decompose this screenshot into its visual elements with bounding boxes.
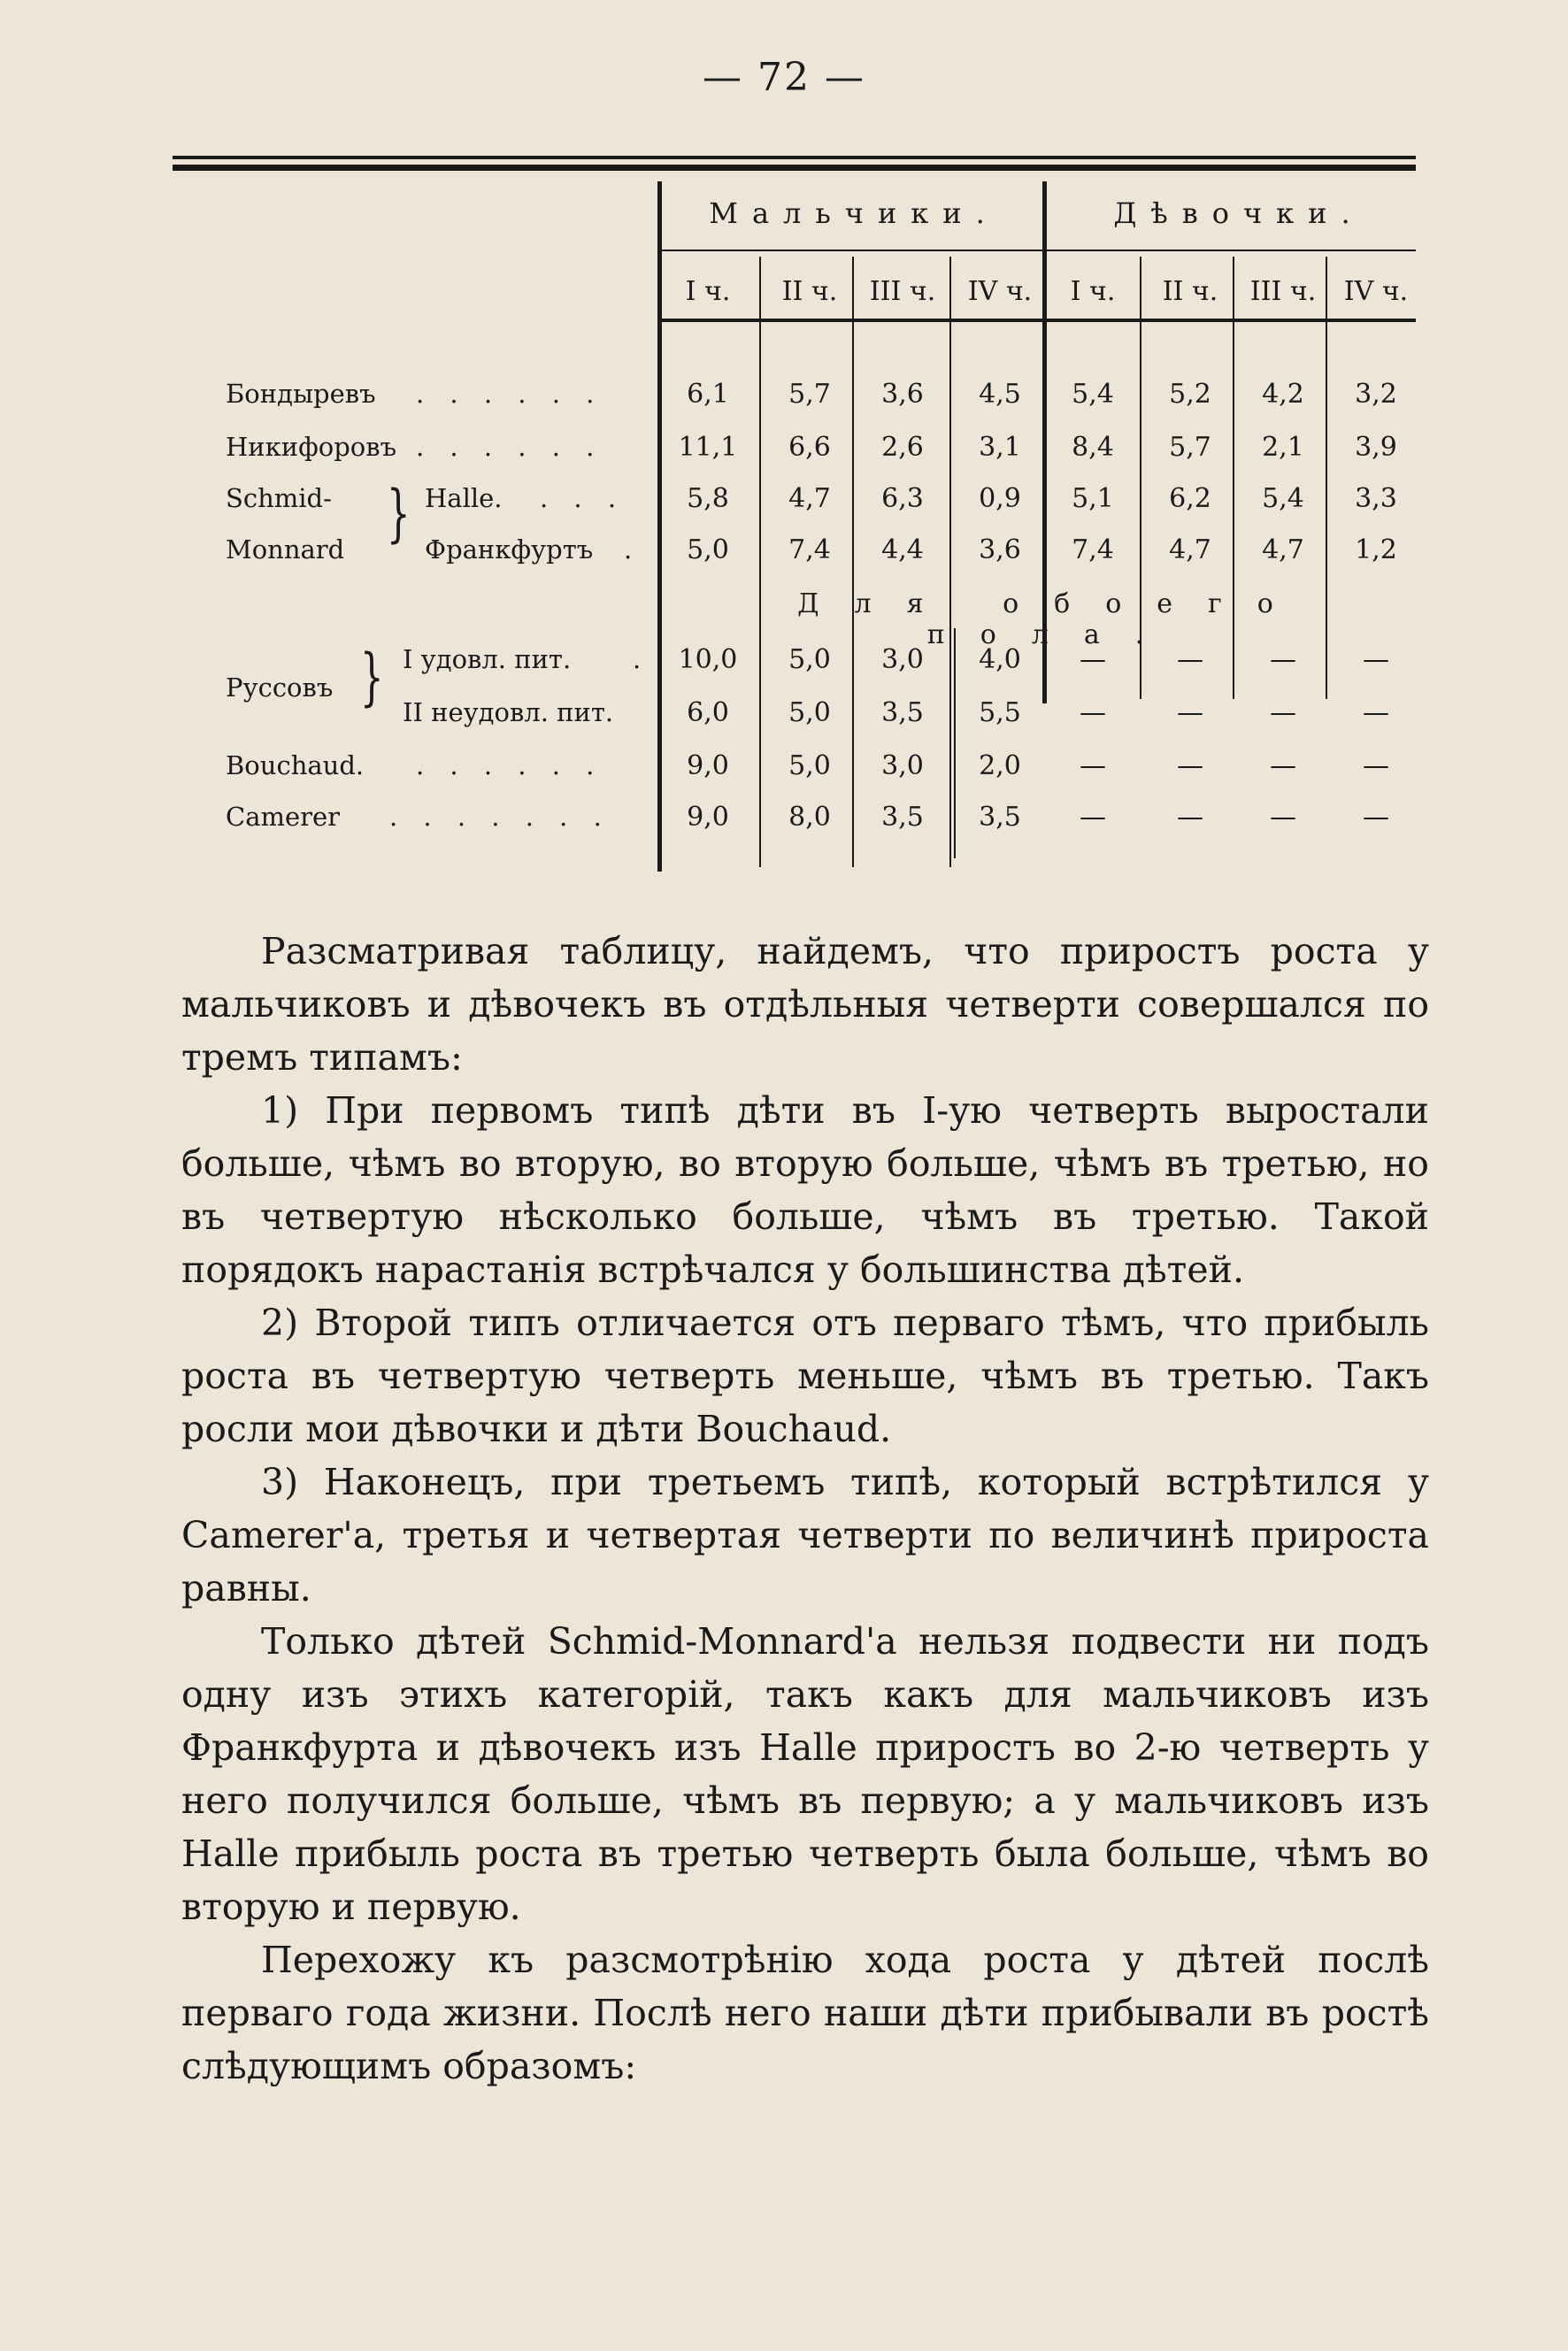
table-cell: 0,9: [979, 483, 1021, 514]
quarter-header: I ч.: [685, 276, 731, 307]
group-head-boys: Мальчики.: [709, 196, 999, 230]
row-label: II неудовл. пит.: [403, 697, 614, 727]
row-leaders: .: [633, 644, 650, 674]
quarter-header: III ч.: [869, 276, 936, 307]
table-cell: —: [1363, 802, 1389, 833]
table-cell: 6,0: [687, 697, 729, 728]
quarter-header: II ч.: [781, 276, 838, 307]
top-rule-thin: [173, 156, 1416, 159]
table-cell: —: [1080, 802, 1106, 833]
table-cell: 2,0: [979, 750, 1021, 781]
table-cell: —: [1363, 697, 1389, 728]
group-head-rule: [659, 250, 1416, 251]
table-cell: 5,0: [687, 534, 729, 565]
paragraph: Только дѣтей Schmid-Monnard'а нельзя подвести ни подъ одну изъ этихъ категорій, такъ какъ для мальчиковъ изъ Франкфурта и дѣвочекъ изъ Halle приростъ во 2-ю четверть у него получился больше, чѣмъ въ первую; а у мальчиковъ изъ Halle прибыль роста въ третью четверть была больше, чѣмъ во вторую и первую.: [181, 1620, 1429, 1928]
quarter-header: IV ч.: [1343, 276, 1409, 307]
paragraph: 3) Наконецъ, при третьемъ типѣ, который встрѣтился у Camerer'а, третья и четвертая четверти по величинѣ прироста равны.: [181, 1461, 1429, 1610]
row-leaders: . . .: [540, 483, 626, 513]
table-cell: 3,6: [979, 534, 1021, 565]
table-cell: —: [1270, 750, 1296, 781]
table-cell: 6,3: [881, 483, 924, 514]
row-label: Bouchaud.: [226, 750, 365, 780]
table-cell: 9,0: [687, 802, 729, 833]
table-cell: 5,0: [788, 697, 831, 728]
group-head-girls: Дѣвочки.: [1113, 196, 1364, 230]
row-leaders: .: [624, 534, 642, 565]
table-cell: 3,5: [979, 802, 1021, 833]
table-cell: 3,0: [881, 644, 924, 675]
table-cell: —: [1177, 802, 1203, 833]
table-cell: 5,7: [1169, 432, 1211, 463]
table-cell: 2,6: [881, 432, 924, 463]
table-cell: 10,0: [678, 644, 738, 675]
table-cell: 3,6: [881, 379, 924, 410]
row-leaders: . . . . . . .: [389, 802, 611, 832]
table-cell: 9,0: [687, 750, 729, 781]
author-monnard: Monnard: [226, 534, 345, 565]
quarter-header: I ч.: [1070, 276, 1116, 307]
quarter-header: II ч.: [1162, 276, 1218, 307]
table-cell: 5,8: [687, 483, 729, 514]
table-cell: 5,4: [1072, 379, 1114, 410]
row-label: Бондыревъ: [226, 379, 376, 409]
row-label: Франкфуртъ: [425, 534, 594, 565]
table-cell: —: [1177, 697, 1203, 728]
table-cell: 7,4: [788, 534, 831, 565]
table-cell: 4,7: [788, 483, 831, 514]
row-leaders: . . . . . .: [416, 432, 603, 462]
table-cell: 3,1: [979, 432, 1021, 463]
row-leaders: . . . . . .: [416, 750, 603, 780]
table-cell: —: [1270, 644, 1296, 675]
table-cell: —: [1363, 750, 1389, 781]
table-cell: 5,2: [1169, 379, 1211, 410]
quarter-header: IV ч.: [967, 276, 1033, 307]
table-cell: 4,0: [979, 644, 1021, 675]
table-cell: 6,2: [1169, 483, 1211, 514]
table-cell: —: [1363, 644, 1389, 675]
table-cell: 3,2: [1355, 379, 1397, 410]
brace-russov: }: [359, 641, 384, 713]
table-cell: 1,2: [1355, 534, 1397, 565]
table-cell: 5,4: [1262, 483, 1304, 514]
table-cell: 8,0: [788, 802, 831, 833]
table-cell: —: [1270, 697, 1296, 728]
table-cell: 2,1: [1262, 432, 1304, 463]
table-cell: —: [1177, 750, 1203, 781]
table-cell: 11,1: [678, 432, 738, 463]
table-cell: 4,2: [1262, 379, 1304, 410]
table-cell: 3,5: [881, 802, 924, 833]
author-russov: Руссовъ: [226, 672, 334, 703]
top-rule-thick: [173, 165, 1416, 171]
table-cell: 5,0: [788, 750, 831, 781]
table-cell: 3,9: [1355, 432, 1397, 463]
table-cell: 4,5: [979, 379, 1021, 410]
table-cell: 5,0: [788, 644, 831, 675]
table-cell: 4,7: [1169, 534, 1211, 565]
row-label: Никифоровъ: [226, 432, 397, 462]
quarter-header: III ч.: [1249, 276, 1317, 307]
table-cell: 7,4: [1072, 534, 1114, 565]
table-cell: 5,5: [979, 697, 1021, 728]
table-cell: 3,5: [881, 697, 924, 728]
table-cell: 6,6: [788, 432, 831, 463]
table-cell: 5,7: [788, 379, 831, 410]
both-sexes-title: Для обоего пола.: [797, 588, 1309, 650]
paragraph: Перехожу къ разсмотрѣнію хода роста у дѣтей послѣ перваго года жизни. Послѣ него наши дѣти прибывали въ ростѣ слѣдующимъ образомъ:: [181, 1939, 1429, 2087]
table-cell: 4,4: [881, 534, 924, 565]
row-label: Halle.: [425, 483, 503, 513]
page-number: — 72 —: [703, 55, 865, 100]
table-cell: 3,3: [1355, 483, 1397, 514]
table-cell: 8,4: [1072, 432, 1114, 463]
subhead-rule: [659, 319, 1416, 322]
table-cell: 4,7: [1262, 534, 1304, 565]
paragraph: Разсматривая таблицу, найдемъ, что приростъ роста у мальчиковъ и дѣвочекъ въ отдѣльныя четверти совершался по тремъ типамъ:: [181, 930, 1429, 1079]
row-leaders: . . . . . .: [416, 379, 603, 409]
row-label: I удовл. пит.: [403, 644, 572, 674]
table-cell: —: [1177, 644, 1203, 675]
table-cell: 6,1: [687, 379, 729, 410]
table-cell: —: [1080, 750, 1106, 781]
table-cell: 3,0: [881, 750, 924, 781]
body-text: [181, 925, 1429, 2093]
row-label: Camerer: [226, 802, 341, 832]
paragraph: 2) Второй типъ отличается отъ перваго тѣмъ, что прибыль роста въ четвертую четверть меньше, чѣмъ въ третью. Такъ росли мои дѣвочки и дѣти Bouchaud.: [181, 1302, 1429, 1450]
table-cell: —: [1270, 802, 1296, 833]
table-cell: —: [1080, 697, 1106, 728]
table-cell: 5,1: [1072, 483, 1114, 514]
paragraph: 1) При первомъ типѣ дѣти въ I-ую четверть выростали больше, чѣмъ во вторую, во вторую больше, чѣмъ въ третью, но въ четвертую нѣсколько больше, чѣмъ въ третью. Такой порядокъ нарастанія встрѣчался у большинства дѣтей.: [181, 1089, 1429, 1291]
author-schmid: Schmid-: [226, 483, 332, 513]
table-cell: —: [1080, 644, 1106, 675]
brace-schmid: }: [386, 477, 411, 549]
